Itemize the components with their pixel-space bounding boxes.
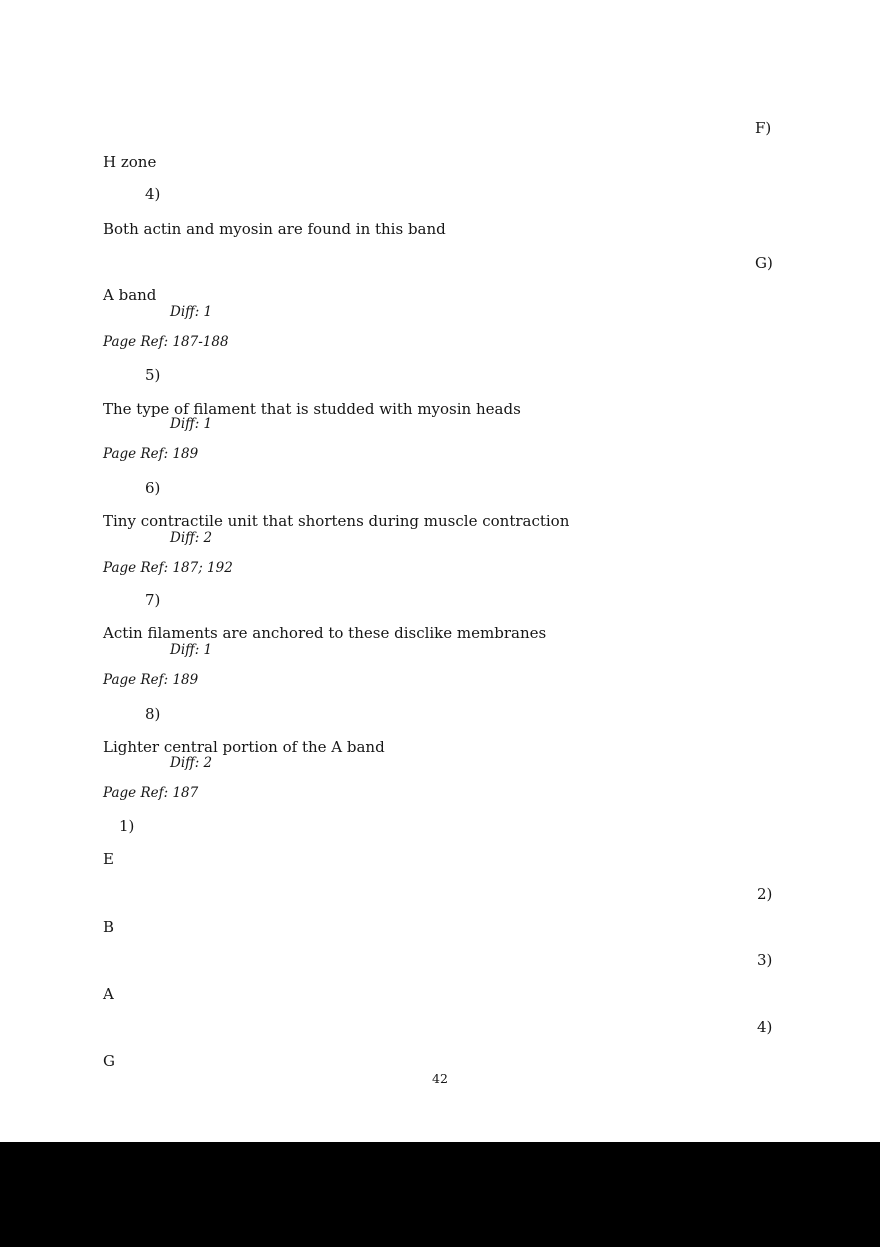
- page-ref-label: Page Ref: 187; 192: [103, 560, 233, 576]
- match-letter: G): [755, 254, 773, 272]
- page-ref-label: Page Ref: 189: [103, 446, 199, 462]
- diff-label: Diff: 1: [170, 304, 213, 320]
- answer-text: E: [103, 850, 114, 868]
- answer-text: A: [103, 985, 114, 1003]
- page-number: 42: [432, 1071, 448, 1086]
- match-number: 4): [757, 1018, 773, 1036]
- question-number: 8): [145, 705, 161, 723]
- bottom-black-bar: [0, 1142, 880, 1247]
- question-number: 1): [119, 817, 135, 835]
- question-text: Both actin and myosin are found in this band: [103, 220, 446, 238]
- page-ref-label: Page Ref: 187-188: [103, 334, 229, 350]
- question-text: Lighter central portion of the A band: [103, 738, 385, 756]
- answer-text: B: [103, 918, 115, 936]
- answer-text: A band: [103, 286, 157, 304]
- page-ref-label: Page Ref: 189: [103, 672, 199, 688]
- diff-label: Diff: 1: [170, 416, 213, 432]
- question-number: 5): [145, 366, 161, 384]
- diff-label: Diff: 1: [170, 642, 213, 658]
- match-number: 3): [757, 951, 773, 969]
- diff-label: Diff: 2: [170, 530, 213, 546]
- match-number: 2): [757, 885, 773, 903]
- question-number: 6): [145, 479, 161, 497]
- page-ref-label: Page Ref: 187: [103, 785, 199, 801]
- diff-label: Diff: 2: [170, 755, 213, 771]
- question-text: The type of filament that is studded with myosin heads: [103, 400, 521, 418]
- question-text: Tiny contractile unit that shortens during muscle contraction: [103, 512, 570, 530]
- question-number: 7): [145, 591, 161, 609]
- question-text: Actin filaments are anchored to these disclike membranes: [103, 624, 547, 642]
- question-number: 4): [145, 185, 161, 203]
- match-letter: F): [755, 119, 772, 137]
- answer-text: G: [103, 1052, 115, 1070]
- answer-text: H zone: [103, 153, 157, 171]
